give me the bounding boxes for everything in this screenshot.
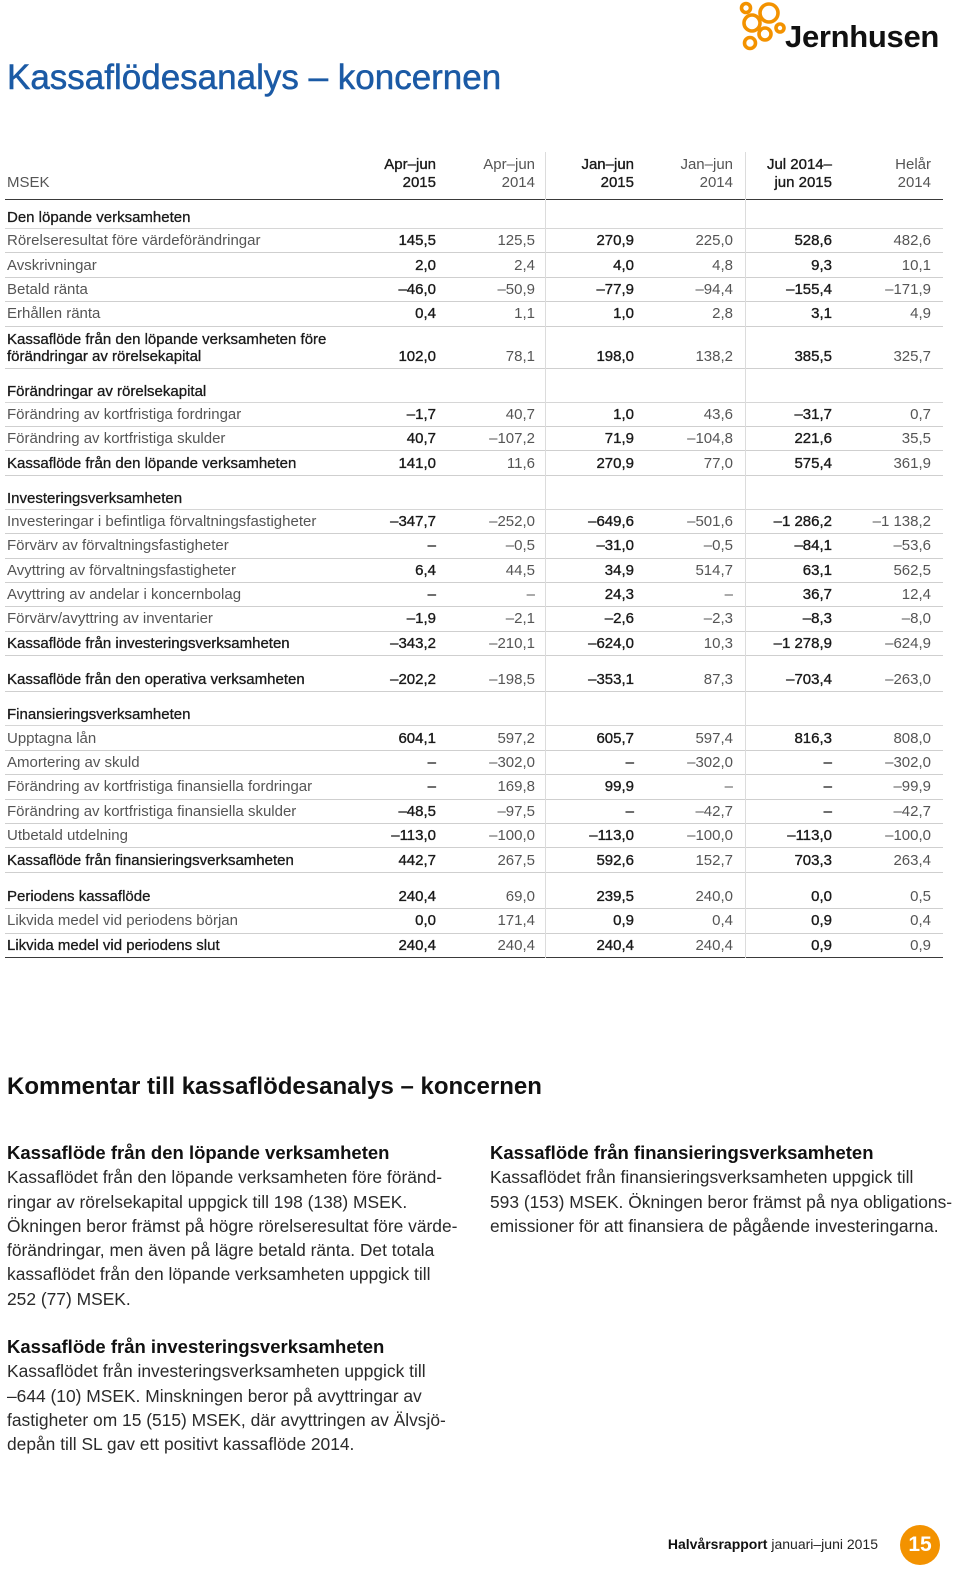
value-cell: 0,9 [811,936,832,954]
table-row [5,751,943,775]
value-cell: –100,0 [489,827,535,845]
row-label: Rörelseresultat före värdeförändringar [7,232,261,250]
value-cell: 592,6 [596,851,634,869]
value-cell: 1,0 [613,405,634,423]
value-cell: – [625,754,634,772]
table-row [5,775,943,799]
table-row [5,302,943,326]
value-cell: –31,0 [596,537,634,555]
value-cell: 4,9 [910,305,931,323]
value-cell: 77,0 [703,454,733,472]
column-header-line: Apr–jun [483,156,535,173]
value-cell: 2,0 [415,256,436,274]
commentary-subheading: Kassaflöde från den löpande verksamheten [7,1142,390,1163]
value-cell: –113,0 [787,827,832,845]
table-row [5,824,943,848]
value-cell: 442,7 [398,851,436,869]
value-cell: 4,8 [712,256,733,274]
value-cell: –703,4 [786,671,832,689]
column-header [733,150,832,199]
page-title: Kassaflödesanalys – koncernen [7,58,502,97]
commentary-line: depån till SL gav ett positivt kassaflöde 2014. [7,1434,355,1455]
row-label: Förändring av kortfristiga skulder [7,430,226,448]
value-cell: –155,4 [786,280,832,298]
value-cell: 125,5 [497,232,535,250]
table-total-row [5,451,943,475]
cashflow-table [5,150,943,958]
value-cell: 0,0 [811,888,832,905]
value-cell: 240,4 [398,936,436,954]
table-row [5,510,943,534]
value-cell: – [427,537,436,555]
value-cell: 40,7 [406,430,436,448]
commentary-line: Kassaflödet från finansieringsverksamheten uppgick till [490,1167,914,1188]
commentary-line: Kassaflödet från investeringsverksamheten uppgick till [7,1361,426,1382]
table-block [5,200,943,369]
value-cell: –0,5 [505,537,535,555]
table-row [5,583,943,607]
row-label: Avyttring av förvaltningsfastigheter [7,561,237,579]
value-cell: 198,0 [596,347,634,365]
column-header-line: Apr–jun [384,156,436,173]
value-cell: – [427,586,436,604]
row-label: Likvida medel vid periodens början [7,912,238,930]
value-cell: 9,3 [811,256,832,274]
column-divider [545,152,546,958]
value-cell: 0,9 [613,912,634,930]
value-cell: –42,7 [695,802,733,820]
value-cell: 240,4 [497,936,535,954]
commentary-line: Kassaflödet från den löpande verksamheten före föränd- [7,1167,443,1188]
value-cell: –77,9 [596,280,634,298]
value-cell: –84,1 [794,537,832,555]
value-cell: 36,7 [802,586,832,604]
value-cell: 325,7 [893,347,931,365]
value-cell: –501,6 [687,512,733,530]
commentary-line: fastigheter om 15 (515) MSEK, där avyttringen av Älvsjö- [7,1409,446,1430]
value-cell: – [724,778,733,796]
column-header-line: jun 2015 [774,174,832,191]
row-label: Kassaflöde från investeringsverksamheten [7,634,290,652]
value-cell: 267,5 [497,851,535,869]
row-label: Förändring av kortfristiga fordringar [7,405,242,423]
value-cell: 11,6 [506,454,535,472]
value-cell: –171,9 [885,280,931,298]
value-cell: –263,0 [885,671,931,689]
value-cell: –624,0 [588,634,634,652]
value-cell: –107,2 [489,430,535,448]
value-cell: –100,0 [687,827,733,845]
value-cell: –210,1 [489,634,535,652]
table-section-heading: Finansieringsverksamheten [5,704,943,726]
value-cell: 141,0 [398,454,436,472]
value-cell: 808,0 [893,729,931,747]
value-cell: 240,4 [398,888,436,905]
value-cell: 69,0 [505,888,535,905]
table-block [5,381,943,476]
commentary-line: 252 (77) MSEK. [7,1288,131,1309]
value-cell: 138,2 [695,347,733,365]
value-cell: 44,5 [505,561,535,579]
column-header-line: 2014 [501,174,535,191]
value-cell: –1 286,2 [773,512,832,530]
value-cell: 239,5 [596,888,634,905]
value-cell: –8,3 [802,610,832,628]
value-cell: –42,7 [893,802,931,820]
table-block [5,488,943,656]
value-cell: 1,0 [613,305,634,323]
value-cell: –202,2 [390,671,436,689]
value-cell: 3,1 [811,305,832,323]
value-cell: –343,2 [390,634,436,652]
unit-label: MSEK [7,174,50,191]
row-label: Förändring av kortfristiga finansiella fordringar [7,778,313,796]
value-cell: 0,9 [910,936,931,954]
value-cell: –252,0 [489,512,535,530]
commentary-line: 593 (153) MSEK. Ökningen beror främst på nya obligations- [490,1191,953,1212]
value-cell: 0,9 [811,912,832,930]
table-section-heading: Investeringsverksamheten [5,488,943,510]
value-cell: –2,3 [703,610,733,628]
commentary-line: kassaflödet från den löpande verksamheten uppgick till [7,1264,431,1285]
value-cell: 221,6 [794,430,832,448]
commentary-subheading: Kassaflöde från finansieringsverksamheten [490,1142,874,1163]
value-cell: 597,2 [497,729,535,747]
value-cell: 562,5 [893,561,931,579]
value-cell: – [724,586,733,604]
value-cell: 87,3 [703,671,733,689]
value-cell: 171,4 [497,912,535,930]
column-header-line: Jan–jun [581,156,634,173]
table-row [5,800,943,824]
value-cell: –1 138,2 [872,512,931,530]
value-cell: – [823,778,832,796]
column-header [832,150,931,199]
value-cell: 270,9 [596,454,634,472]
commentary-investing [7,1335,446,1456]
table-total-row [5,934,943,958]
column-divider [745,152,746,958]
value-cell: 43,6 [703,405,733,423]
value-cell: 263,4 [893,851,931,869]
column-header [535,150,634,199]
row-label: Kassaflöde från den löpande verksamheten [7,454,297,472]
value-cell: 597,4 [695,729,733,747]
value-cell: –624,9 [885,634,931,652]
commentary-financing [490,1141,952,1238]
commentary-line: förändringar, men även på lägre betald ränta. Det totala [7,1240,435,1261]
column-header-line: Helår [895,156,931,173]
value-cell: 528,6 [794,232,832,250]
value-cell: 385,5 [794,347,832,365]
column-header-line: 2015 [600,174,634,191]
value-cell: – [823,802,832,820]
value-cell: 575,4 [794,454,832,472]
value-cell: 4,0 [613,256,634,274]
value-cell: –302,0 [687,754,733,772]
cashflow-table-header [5,150,943,200]
commentary-line: emissioner för att finansiera de pågående investeringarna. [490,1215,939,1236]
value-cell: –302,0 [885,754,931,772]
row-label: Kassaflöde från finansieringsverksamheten [7,851,294,869]
table-block [5,885,943,958]
table-row [5,559,943,583]
value-cell: 145,5 [398,232,436,250]
value-cell: – [823,754,832,772]
value-cell: –353,1 [588,671,634,689]
value-cell: –104,8 [687,430,733,448]
table-block [5,704,943,872]
value-cell: 71,9 [604,430,634,448]
value-cell: 35,5 [901,430,931,448]
value-cell: –31,7 [794,405,832,423]
row-label: Likvida medel vid periodens slut [7,936,220,954]
table-block [5,668,943,692]
value-cell: –0,5 [703,537,733,555]
brand-name: Jernhusen [785,19,940,54]
table-total-row [5,668,943,692]
value-cell: –1,9 [406,610,436,628]
value-cell: –302,0 [489,754,535,772]
value-cell: 24,3 [604,586,634,604]
footer-period: januari–juni 2015 [771,1536,878,1552]
value-cell: 0,4 [712,912,733,930]
value-cell: 78,1 [505,347,535,365]
table-row [5,607,943,631]
value-cell: – [526,586,535,604]
value-cell: 34,9 [604,561,634,579]
table-section-heading: Den löpande verksamheten [5,200,943,229]
value-cell: 240,4 [695,936,733,954]
commentary-line: Ökningen beror främst på högre rörelseresultat före värde- [7,1215,458,1236]
row-label [5,331,337,365]
commentary-subheading: Kassaflöde från investeringsverksamheten [7,1336,385,1357]
value-cell: –99,9 [893,778,931,796]
cashflow-table-body [5,200,943,958]
value-cell: 240,4 [596,936,634,954]
table-total-row [5,632,943,656]
value-cell: –46,0 [398,280,436,298]
value-cell: –97,5 [497,802,535,820]
value-cell: 10,3 [703,634,733,652]
value-cell: 0,0 [415,912,436,930]
commentary-line: –644 (10) MSEK. Minskningen beror på avyttringar av [7,1385,422,1406]
value-cell: 169,8 [497,778,535,796]
value-cell: –113,0 [391,827,436,845]
table-row [5,253,943,277]
value-cell: –2,6 [604,610,634,628]
value-cell: 102,0 [398,347,436,365]
value-cell: 152,7 [695,851,733,869]
row-label: Investeringar i befintliga förvaltningsfastigheter [7,512,317,530]
row-label: Amortering av skuld [7,754,140,772]
value-cell: 99,9 [604,778,634,796]
row-label: Kassaflöde från den operativa verksamheten [7,671,305,689]
value-cell: 514,7 [695,561,733,579]
value-cell: –198,5 [489,671,535,689]
column-header-line: 2014 [699,174,733,191]
value-cell: – [427,778,436,796]
value-cell: –1 278,9 [773,634,832,652]
table-row [5,403,943,427]
row-label: Avyttring av andelar i koncernbolag [7,586,242,604]
value-cell: 604,1 [398,729,436,747]
value-cell: –100,0 [885,827,931,845]
row-label: Förändring av kortfristiga finansiella skulder [7,802,297,820]
column-header-line: Jan–jun [680,156,733,173]
column-header [436,150,535,199]
row-label: Upptagna lån [7,729,97,747]
commentary-line: ringar av rörelsekapital uppgick till 198 (138) MSEK. [7,1191,408,1212]
value-cell: 270,9 [596,232,634,250]
value-cell: 40,7 [505,405,535,423]
value-cell: –347,7 [390,512,436,530]
value-cell: – [427,754,436,772]
value-cell: 63,1 [802,561,832,579]
table-row [5,726,943,750]
table-section-heading: Förändringar av rörelsekapital [5,381,943,403]
value-cell: –50,9 [497,280,535,298]
value-cell: –649,6 [588,512,634,530]
table-row [5,278,943,302]
value-cell: 482,6 [893,232,931,250]
value-cell: 361,9 [893,454,931,472]
value-cell: 12,4 [901,586,931,604]
value-cell: 0,7 [910,405,931,423]
value-cell: –48,5 [398,802,436,820]
value-cell: 1,1 [514,305,535,323]
value-cell: 0,4 [415,305,436,323]
column-header-line: 2014 [897,174,931,191]
value-cell: 225,0 [695,232,733,250]
value-cell: –8,0 [901,610,931,628]
row-label-line: förändringar av rörelsekapital [7,347,202,365]
row-label: Periodens kassaflöde [7,888,151,905]
value-cell: 605,7 [596,729,634,747]
footer-report-label: Halvårsrapport [667,1536,768,1552]
value-cell: 10,1 [901,256,931,274]
value-cell: –94,4 [695,280,733,298]
commentary-operating [7,1141,457,1311]
value-cell: 2,8 [712,305,733,323]
row-label: Förvärv/avyttring av inventarier [7,610,213,628]
value-cell: –2,1 [505,610,535,628]
value-cell: –1,7 [406,405,436,423]
table-row [5,427,943,451]
row-label: Utbetald utdelning [7,827,128,845]
column-header [337,150,436,199]
value-cell: 6,4 [415,561,436,579]
table-row [5,534,943,558]
page-number-badge: 15 [900,1525,940,1565]
value-cell: –113,0 [589,827,634,845]
column-header-line: Jul 2014– [766,156,832,173]
row-label: Erhållen ränta [7,305,101,323]
row-label: Avskrivningar [7,256,97,274]
value-cell: 2,4 [514,256,535,274]
value-cell: 0,4 [910,912,931,930]
row-label: Förvärv av förvaltningsfastigheter [7,537,229,555]
table-row [5,909,943,933]
table-total-row [5,327,943,369]
commentary-heading: Kommentar till kassaflödesanalys – koncernen [7,1073,542,1100]
value-cell: –53,6 [893,537,931,555]
table-total-row [5,848,943,872]
table-row [5,229,943,253]
value-cell: 0,5 [910,888,931,905]
table-total-row [5,885,943,909]
value-cell: 240,0 [695,888,733,905]
value-cell: – [625,802,634,820]
row-label-line: Kassaflöde från den löpande verksamheten före [7,330,327,348]
footer-report-title [668,1535,878,1553]
row-label: Betald ränta [7,280,88,298]
value-cell: 703,3 [794,851,832,869]
column-header [634,150,733,199]
column-header-line: 2015 [402,174,436,191]
value-cell: 816,3 [794,729,832,747]
